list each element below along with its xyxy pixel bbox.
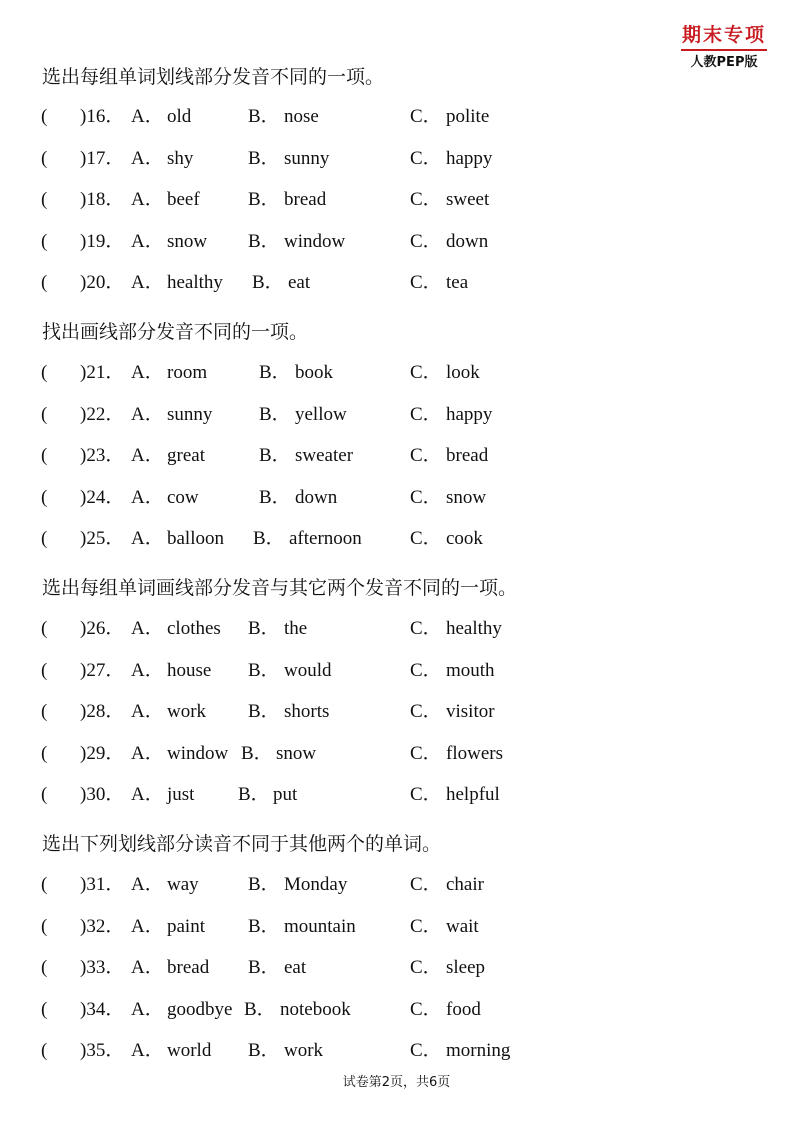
question-row	[0, 227, 793, 257]
question-number: )35．	[80, 1040, 125, 1062]
option-a-label: A．	[131, 701, 164, 723]
option-c-label: C．	[410, 742, 442, 764]
option-a-label: A．	[131, 445, 164, 467]
option-c-word: mouth	[446, 659, 495, 681]
option-c-label: C．	[410, 445, 442, 467]
option-a-word: world	[167, 1040, 212, 1062]
option-c-word: healthy	[446, 618, 502, 639]
option-a-word: shy	[167, 147, 194, 169]
option-b-word: eat	[284, 957, 307, 979]
option-b-word: eat	[288, 272, 311, 294]
option-b-word: bread	[284, 189, 327, 211]
option-b-word: down	[295, 486, 338, 508]
question-row	[0, 739, 793, 769]
option-a-label: A．	[131, 528, 164, 550]
question-number: )31．	[80, 874, 125, 895]
answer-blank[interactable]: (	[41, 1040, 48, 1062]
question-row	[0, 400, 793, 430]
option-b-label: B．	[248, 230, 280, 252]
option-b-word: snow	[276, 742, 317, 764]
option-b-label: B．	[253, 528, 285, 550]
option-c-label: C．	[410, 701, 442, 723]
option-c-word: look	[446, 362, 480, 383]
option-b-label: B．	[241, 742, 273, 764]
option-a-word: way	[167, 874, 199, 895]
option-b-word: sweater	[295, 445, 354, 467]
option-a-label: A．	[131, 998, 164, 1020]
answer-blank[interactable]: (	[41, 701, 48, 723]
option-a-word: old	[167, 106, 192, 127]
option-c-label: C．	[410, 147, 442, 169]
section-title: 选出下列划线部分读音不同于其他两个的单词。	[42, 833, 442, 855]
option-c-label: C．	[410, 618, 442, 639]
question-number: )18．	[80, 189, 125, 211]
option-b-label: B．	[244, 998, 276, 1020]
option-c-word: tea	[446, 272, 469, 294]
option-c-label: C．	[410, 957, 442, 979]
question-row	[0, 1036, 793, 1066]
option-b-word: window	[284, 230, 346, 252]
option-a-label: A．	[131, 1040, 164, 1062]
option-a-word: window	[167, 742, 229, 764]
option-b-label: B．	[248, 915, 280, 937]
answer-blank[interactable]: (	[41, 618, 48, 639]
option-b-label: B．	[248, 874, 280, 895]
option-c-word: visitor	[446, 701, 495, 723]
option-b-label: B．	[248, 147, 280, 169]
option-b-label: B．	[259, 362, 291, 383]
option-b-label: B．	[248, 659, 280, 681]
option-c-label: C．	[410, 403, 442, 425]
answer-blank[interactable]: (	[41, 403, 48, 425]
option-c-label: C．	[410, 486, 442, 508]
option-c-word: helpful	[446, 784, 500, 806]
question-row	[0, 268, 793, 298]
answer-blank[interactable]: (	[41, 784, 48, 806]
question-number: )20．	[80, 272, 125, 294]
question-row	[0, 870, 793, 900]
question-number: )19．	[80, 230, 125, 252]
option-c-label: C．	[410, 106, 442, 127]
option-b-label: B．	[238, 784, 270, 806]
question-number: )29．	[80, 742, 125, 764]
option-a-label: A．	[131, 403, 164, 425]
answer-blank[interactable]: (	[41, 445, 48, 467]
option-a-label: A．	[131, 957, 164, 979]
question-row	[0, 358, 793, 388]
option-c-word: chair	[446, 874, 484, 895]
question-number: )17．	[80, 147, 125, 169]
option-c-word: morning	[446, 1040, 511, 1062]
option-a-label: A．	[131, 362, 164, 383]
option-b-word: afternoon	[289, 528, 362, 550]
question-row	[0, 995, 793, 1025]
question-number: )27．	[80, 659, 125, 681]
option-c-word: snow	[446, 486, 487, 508]
option-b-label: B．	[259, 403, 291, 425]
option-a-label: A．	[131, 147, 164, 169]
option-a-word: house	[167, 659, 212, 681]
option-c-label: C．	[410, 189, 442, 211]
page-footer: 试卷第2页，共6页	[342, 1075, 451, 1090]
option-a-label: A．	[131, 230, 164, 252]
option-a-word: clothes	[167, 618, 221, 639]
option-c-word: sweet	[446, 189, 490, 211]
option-a-label: A．	[131, 874, 164, 895]
option-c-word: happy	[446, 147, 493, 169]
question-row	[0, 697, 793, 727]
option-b-word: would	[284, 659, 332, 681]
option-b-label: B．	[248, 957, 280, 979]
option-b-word: work	[284, 1040, 324, 1062]
option-b-label: B．	[248, 1040, 280, 1062]
option-c-label: C．	[410, 1040, 442, 1062]
answer-blank[interactable]: (	[41, 272, 48, 294]
option-b-label: B．	[248, 701, 280, 723]
option-b-word: the	[284, 618, 308, 639]
answer-blank[interactable]: (	[41, 230, 48, 252]
option-c-label: C．	[410, 998, 442, 1020]
question-number: )32．	[80, 915, 125, 937]
option-c-word: polite	[446, 106, 490, 127]
question-row	[0, 483, 793, 513]
option-c-word: wait	[446, 915, 479, 937]
question-number: )28．	[80, 701, 125, 723]
answer-blank[interactable]: (	[41, 957, 48, 979]
option-a-label: A．	[131, 189, 164, 211]
question-row	[0, 524, 793, 554]
badge-subtitle: 人教PEP版	[690, 55, 758, 70]
question-number: )25．	[80, 528, 125, 550]
option-c-word: sleep	[446, 957, 486, 979]
section-title: 选出每组单词划线部分发音不同的一项。	[42, 66, 385, 88]
option-c-word: happy	[446, 403, 493, 425]
option-a-word: paint	[167, 915, 205, 937]
section-title: 找出画线部分发音不同的一项。	[42, 321, 309, 343]
option-c-word: food	[446, 998, 481, 1020]
question-number: )30．	[80, 784, 125, 806]
question-row	[0, 614, 793, 644]
option-b-word: put	[273, 784, 298, 806]
option-b-label: B．	[259, 486, 291, 508]
answer-blank[interactable]: (	[41, 915, 48, 937]
question-number: )24．	[80, 486, 125, 508]
option-b-label: B．	[248, 618, 280, 639]
option-a-label: A．	[131, 915, 164, 937]
option-c-label: C．	[410, 272, 442, 294]
answer-blank[interactable]: (	[41, 742, 48, 764]
option-b-label: B．	[248, 106, 280, 127]
option-c-word: cook	[446, 528, 483, 550]
question-row	[0, 912, 793, 942]
option-c-label: C．	[410, 915, 442, 937]
option-a-word: goodbye	[167, 998, 233, 1020]
section-title: 选出每组单词画线部分发音与其它两个发音不同的一项。	[42, 577, 518, 599]
option-b-label: B．	[248, 189, 280, 211]
option-a-word: bread	[167, 957, 210, 979]
option-b-word: book	[295, 362, 333, 383]
option-a-label: A．	[131, 618, 164, 639]
question-number: )26．	[80, 618, 125, 639]
answer-blank[interactable]: (	[41, 998, 48, 1020]
question-number: )33．	[80, 957, 125, 979]
option-b-word: notebook	[280, 998, 351, 1020]
badge-title: 期末专项	[681, 24, 766, 46]
question-number: )23．	[80, 445, 125, 467]
question-row	[0, 953, 793, 983]
answer-blank[interactable]: (	[41, 189, 48, 211]
option-a-word: healthy	[167, 272, 223, 294]
question-number: )34．	[80, 998, 125, 1020]
option-c-word: flowers	[446, 742, 503, 764]
option-a-word: beef	[167, 189, 200, 211]
option-c-label: C．	[410, 874, 442, 895]
answer-blank[interactable]: (	[41, 486, 48, 508]
answer-blank[interactable]: (	[41, 874, 48, 895]
option-a-label: A．	[131, 106, 164, 127]
option-c-word: down	[446, 230, 489, 252]
option-a-word: cow	[167, 486, 199, 508]
question-row	[0, 102, 793, 132]
answer-blank[interactable]: (	[41, 528, 48, 550]
option-c-label: C．	[410, 230, 442, 252]
answer-blank[interactable]: (	[41, 147, 48, 169]
option-a-word: room	[167, 362, 208, 383]
answer-blank[interactable]: (	[41, 659, 48, 681]
option-b-word: sunny	[284, 147, 330, 169]
option-a-label: A．	[131, 272, 164, 294]
option-c-label: C．	[410, 528, 442, 550]
option-a-label: A．	[131, 486, 164, 508]
answer-blank[interactable]: (	[41, 362, 48, 383]
question-row	[0, 144, 793, 174]
option-a-word: great	[167, 445, 205, 467]
option-a-label: A．	[131, 784, 164, 806]
option-b-word: Monday	[284, 874, 348, 895]
question-number: )21．	[80, 362, 125, 383]
option-b-label: B．	[259, 445, 291, 467]
answer-blank[interactable]: (	[41, 106, 48, 127]
option-a-word: just	[167, 784, 195, 806]
option-b-label: B．	[252, 272, 284, 294]
question-row	[0, 441, 793, 471]
option-c-label: C．	[410, 362, 442, 383]
question-number: )16．	[80, 106, 125, 127]
option-b-word: yellow	[295, 403, 347, 425]
option-b-word: nose	[284, 106, 319, 127]
option-c-label: C．	[410, 659, 442, 681]
option-b-word: shorts	[284, 701, 330, 723]
option-a-label: A．	[131, 742, 164, 764]
question-number: )22．	[80, 403, 125, 425]
option-b-word: mountain	[284, 915, 356, 937]
option-a-word: balloon	[167, 528, 224, 550]
option-a-word: sunny	[167, 403, 213, 425]
option-a-word: snow	[167, 230, 208, 252]
question-row	[0, 780, 793, 810]
option-a-label: A．	[131, 659, 164, 681]
question-row	[0, 656, 793, 686]
option-c-label: C．	[410, 784, 442, 806]
question-row	[0, 185, 793, 215]
option-a-word: work	[167, 701, 207, 723]
option-c-word: bread	[446, 445, 489, 467]
